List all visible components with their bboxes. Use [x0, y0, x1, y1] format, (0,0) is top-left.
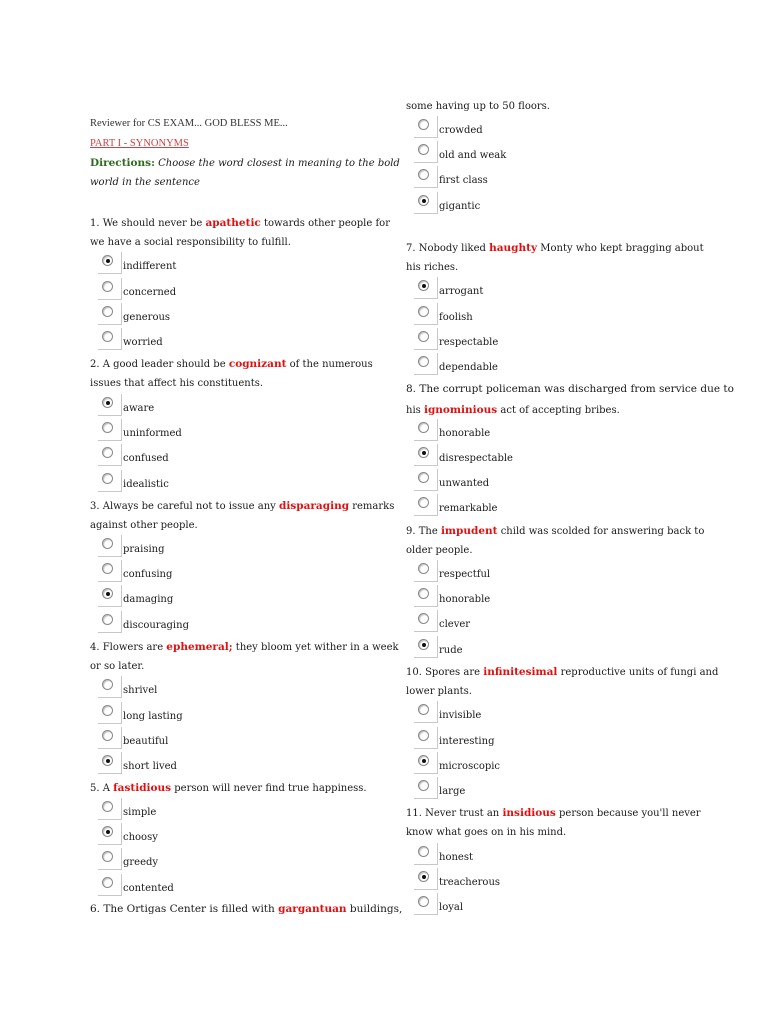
radio-button[interactable]: [102, 397, 113, 408]
option-label: remarkable: [439, 503, 498, 514]
question-3-line-2: against other people.: [90, 520, 198, 531]
radio-button[interactable]: [102, 255, 113, 266]
radio-button[interactable]: [418, 331, 429, 342]
radio-button[interactable]: [102, 422, 113, 433]
option-label: aware: [123, 403, 155, 414]
question-4: 4. Flowers are ephemeral; they bloom yet wither in a week: [90, 641, 399, 653]
option-label: foolish: [439, 312, 473, 323]
question-7-line-2: his riches.: [406, 262, 459, 273]
option-label: dependable: [439, 362, 498, 373]
question-11: 11. Never trust an insidious person because you'll never: [406, 807, 701, 819]
radio-button[interactable]: [418, 563, 429, 574]
radio-button[interactable]: [418, 306, 429, 317]
radio-button[interactable]: [102, 473, 113, 484]
radio-button[interactable]: [418, 356, 429, 367]
option-label: simple: [123, 807, 157, 818]
option-label: damaging: [123, 594, 174, 605]
radio-button[interactable]: [418, 871, 429, 882]
radio-button[interactable]: [418, 169, 429, 180]
radio-button[interactable]: [418, 704, 429, 715]
option-label: honorable: [439, 428, 491, 439]
question-5: 5. A fastidious person will never find true happiness.: [90, 782, 367, 794]
document-header: Reviewer for CS EXAM... GOD BLESS ME...: [90, 118, 288, 129]
option-label: confused: [123, 453, 169, 464]
question-6: 6. The Ortigas Center is filled with gargantuan buildings,: [90, 903, 403, 915]
option-label: discouraging: [123, 620, 189, 631]
radio-button[interactable]: [102, 614, 113, 625]
option-label: beautiful: [123, 736, 169, 747]
radio-button[interactable]: [102, 730, 113, 741]
radio-button[interactable]: [418, 280, 429, 291]
option-label: arrogant: [439, 286, 484, 297]
option-label: praising: [123, 544, 165, 555]
radio-button[interactable]: [418, 780, 429, 791]
option-label: disrespectable: [439, 453, 513, 464]
option-label: loyal: [439, 902, 464, 913]
question-4-line-2: or so later.: [90, 661, 145, 672]
option-label: greedy: [123, 857, 159, 868]
part-title: PART I - SYNONYMS: [90, 138, 189, 149]
radio-button[interactable]: [418, 144, 429, 155]
keyword: disparaging: [279, 500, 350, 512]
option-label: respectable: [439, 337, 499, 348]
option-label: long lasting: [123, 711, 183, 722]
radio-button[interactable]: [418, 497, 429, 508]
radio-button[interactable]: [102, 588, 113, 599]
radio-button[interactable]: [418, 613, 429, 624]
radio-button[interactable]: [102, 877, 113, 888]
option-label: respectful: [439, 569, 491, 580]
radio-button[interactable]: [102, 281, 113, 292]
radio-button[interactable]: [102, 331, 113, 342]
radio-button[interactable]: [102, 563, 113, 574]
option-label: concerned: [123, 287, 177, 298]
radio-button[interactable]: [418, 896, 429, 907]
keyword: apathetic: [205, 217, 261, 229]
radio-button[interactable]: [102, 755, 113, 766]
option-label: old and weak: [439, 150, 507, 161]
radio-button[interactable]: [418, 730, 429, 741]
directions-label: Directions:: [90, 157, 155, 169]
question-2-line-2: issues that affect his constituents.: [90, 378, 264, 389]
radio-button[interactable]: [418, 472, 429, 483]
keyword: ephemeral;: [166, 641, 233, 653]
question-6-line-2: some having up to 50 floors.: [406, 101, 550, 112]
option-label: first class: [439, 175, 488, 186]
option-label: generous: [123, 312, 171, 323]
option-label: honorable: [439, 594, 491, 605]
option-label: clever: [439, 619, 471, 630]
option-label: short lived: [123, 761, 177, 772]
option-label: worried: [123, 337, 163, 348]
option-label: interesting: [439, 736, 495, 747]
radio-button[interactable]: [102, 705, 113, 716]
radio-button[interactable]: [102, 679, 113, 690]
keyword: insidious: [502, 807, 556, 819]
option-label: rude: [439, 645, 463, 656]
question-8-line-2: his ignominious act of accepting bribes.: [406, 404, 620, 416]
option-label: large: [439, 786, 466, 797]
option-label: invisible: [439, 710, 482, 721]
keyword: infinitesimal: [483, 666, 558, 678]
radio-button[interactable]: [102, 851, 113, 862]
question-1: 1. We should never be apathetic towards other people for: [90, 217, 390, 229]
option-label: crowded: [439, 125, 483, 136]
option-label: treacherous: [439, 877, 501, 888]
question-9-line-2: older people.: [406, 545, 473, 556]
radio-button[interactable]: [418, 846, 429, 857]
option-label: contented: [123, 883, 174, 894]
question-8: 8. The corrupt policeman was discharged from service due to: [406, 383, 734, 395]
question-11-line-2: know what goes on in his mind.: [406, 827, 567, 838]
option-label: gigantic: [439, 201, 481, 212]
keyword: impudent: [440, 525, 498, 537]
radio-button[interactable]: [102, 306, 113, 317]
radio-button[interactable]: [418, 755, 429, 766]
radio-button[interactable]: [418, 639, 429, 650]
radio-button[interactable]: [418, 195, 429, 206]
keyword: fastidious: [113, 782, 172, 794]
option-label: choosy: [123, 832, 158, 843]
radio-button[interactable]: [418, 447, 429, 458]
directions-line-2: world in the sentence: [90, 177, 200, 188]
question-7: 7. Nobody liked haughty Monty who kept bragging about: [406, 242, 704, 254]
keyword: cognizant: [228, 358, 287, 370]
question-3: 3. Always be careful not to issue any disparaging remarks: [90, 500, 395, 512]
option-label: uninformed: [123, 428, 182, 439]
option-label: unwanted: [439, 478, 490, 489]
keyword: haughty: [489, 242, 538, 254]
radio-button[interactable]: [102, 826, 113, 837]
radio-button[interactable]: [102, 447, 113, 458]
keyword: gargantuan: [278, 903, 347, 915]
radio-button[interactable]: [102, 801, 113, 812]
option-label: honest: [439, 852, 473, 863]
option-label: shrivel: [123, 685, 158, 696]
option-label: confusing: [123, 569, 173, 580]
keyword: ignominious: [423, 404, 498, 416]
question-10-line-2: lower plants.: [406, 686, 472, 697]
option-label: indifferent: [123, 261, 177, 272]
question-9: 9. The impudent child was scolded for answering back to: [406, 525, 705, 537]
option-label: microscopic: [439, 761, 501, 772]
radio-button[interactable]: [418, 422, 429, 433]
question-1-line-2: we have a social responsibility to fulfill.: [90, 237, 291, 248]
radio-button[interactable]: [418, 588, 429, 599]
question-2: 2. A good leader should be cognizant of the numerous: [90, 358, 373, 370]
directions-text: Choose the word closest in meaning to the bold: [154, 158, 400, 169]
radio-button[interactable]: [102, 538, 113, 549]
option-label: idealistic: [123, 479, 169, 490]
radio-button[interactable]: [418, 119, 429, 130]
directions-line-1: [90, 156, 400, 171]
question-10: 10. Spores are infinitesimal reproductive units of fungi and: [406, 666, 719, 678]
